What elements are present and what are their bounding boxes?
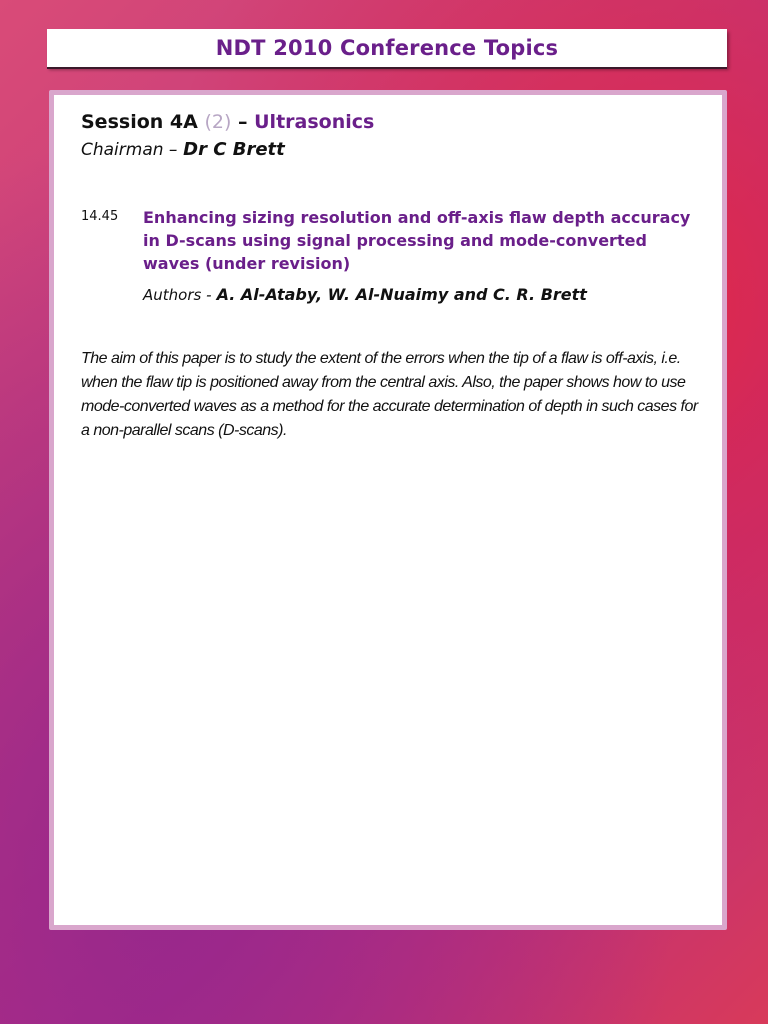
chairman-line <box>81 139 285 160</box>
page-title: NDT 2010 Conference Topics <box>215 36 559 60</box>
paper-time: 14.45 <box>81 209 119 224</box>
session-topic: Ultrasonics <box>254 111 375 133</box>
paper-abstract: The aim of this paper is to study the extent of the errors when the tip of a flaw is off-axis, i.e. when the flaw tip is positioned away from the central axis. Also, the paper shows how to use mode-converted waves as a method for the accurate determination of depth in such cases for a non-parallel scans (D-scans). <box>81 350 698 439</box>
authors-names: A. Al-Ataby, W. Al-Nuaimy and C. R. Brett <box>216 285 587 304</box>
chairman-label: Chairman – <box>81 140 178 160</box>
title-bar <box>47 29 727 67</box>
session-prefix: Session 4A <box>81 111 198 133</box>
authors-label: Authors - <box>143 286 212 304</box>
session-number: (2) <box>204 111 232 133</box>
authors-line <box>143 285 587 304</box>
paper-title: Enhancing sizing resolution and off-axis flaw depth accuracy in D-scans using signal processing and mode-converted waves (under revision) <box>143 208 691 273</box>
content-panel <box>49 90 727 930</box>
chairman-name: Dr C Brett <box>183 139 285 160</box>
session-heading <box>81 111 374 133</box>
session-dash: – <box>238 111 248 133</box>
